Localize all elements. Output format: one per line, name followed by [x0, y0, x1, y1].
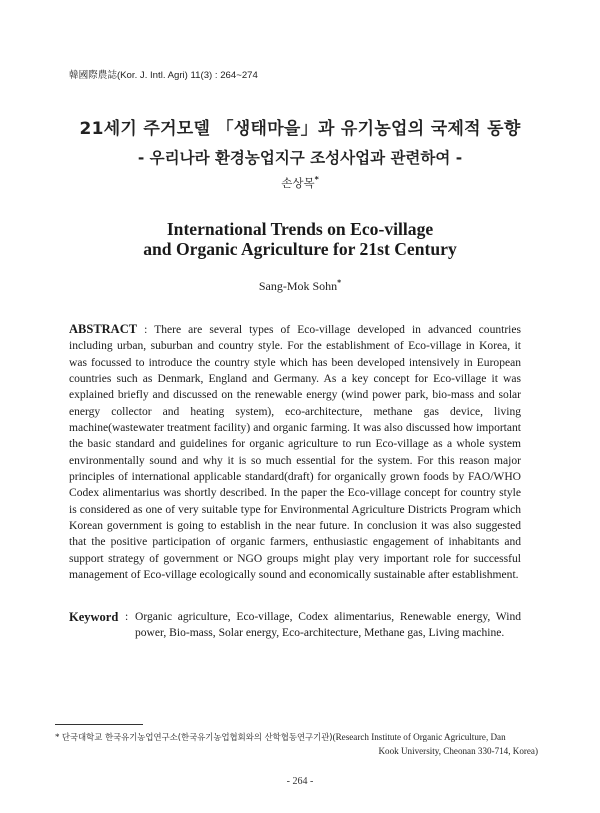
keyword-label: Keyword	[69, 610, 119, 624]
korean-author	[0, 175, 600, 191]
abstract-separator: :	[137, 324, 155, 336]
footnote-korean: 단국대학교 한국유기농업연구소(한국유기농업협회와의 산학협동연구기관)	[61, 732, 333, 742]
english-author-name: Sang-Mok Sohn	[258, 279, 338, 293]
korean-subtitle: - 우리나라 환경농업지구 조성사업과 관련하여 -	[137, 149, 463, 167]
korean-title-line1: 21세기 주거모델 「생태마을」과 유기농업의 국제적 동향	[79, 119, 521, 139]
footnote-mark: *	[55, 732, 60, 742]
keyword-list: Organic agriculture, Eco-village, Codex alimentarius, Renewable energy, Wind power, Bio-mass, Solar energy, Eco-architecture, Methane gas, Living machine.	[135, 611, 521, 640]
abstract-section	[69, 321, 521, 584]
english-title-line2: and Organic Agriculture for 21st Century	[143, 239, 457, 259]
footnote-divider	[55, 724, 143, 725]
footnote-line1	[55, 731, 540, 745]
abstract-label: ABSTRACT	[69, 322, 138, 336]
author-affiliation-mark: *	[314, 175, 319, 185]
footnote	[55, 731, 540, 758]
english-author-mark: *	[337, 278, 342, 287]
keyword-separator: :	[125, 611, 129, 623]
page-number: - 264 -	[286, 776, 314, 787]
english-title-line1: International Trends on Eco-village	[166, 219, 434, 239]
abstract-text: There are several types of Eco-village developed in advanced countries including urban, suburban and country style. For the establishment of Eco-village in Korea, it was focussed to introduce the country style which has been developed intensively in European countries such as Denmark, England and Germany. As a key concept for Eco-village it was explained briefly and discussed on the renewable energy (wind power park, bio-mass and solar energy collector and heating system), eco-architecture, methane gas device, living machine(wastewater treatment facility) and organic farming. It was also discussed how important the basic standard and guidelines for organic agriculture to run Eco-village as a whole system environmentally sound and why it is so much essential for the system. For this reason major principles of international applicable standard(draft) for organically grown foods by FAO/WHO Codex alimentarius was shortly described. In the paper the Eco-village concept for country style is considered as one of very suitable type for Environmental Agriculture Districts Program which Korean government is going to establish in the near future. In conclusion it was also suggested that the positive participation of organic farmers, enthusiastic engagement of inhabitants and support strategy of government or NGO groups might play very important role for successful management of Eco-village ecologically sound and economically sustainable after establishment.	[69, 324, 521, 582]
keyword-section	[69, 609, 521, 642]
korean-author-name: 손상목	[281, 176, 315, 190]
footnote-english-1: (Research Institute of Organic Agriculture, Dan	[332, 732, 506, 742]
footnote-english-2: Kook University, Cheonan 330-714, Korea)	[378, 745, 538, 756]
english-author	[0, 279, 600, 294]
journal-header: 韓國際農誌(Kor. J. Intl. Agri) 11(3) : 264~274	[69, 70, 258, 81]
